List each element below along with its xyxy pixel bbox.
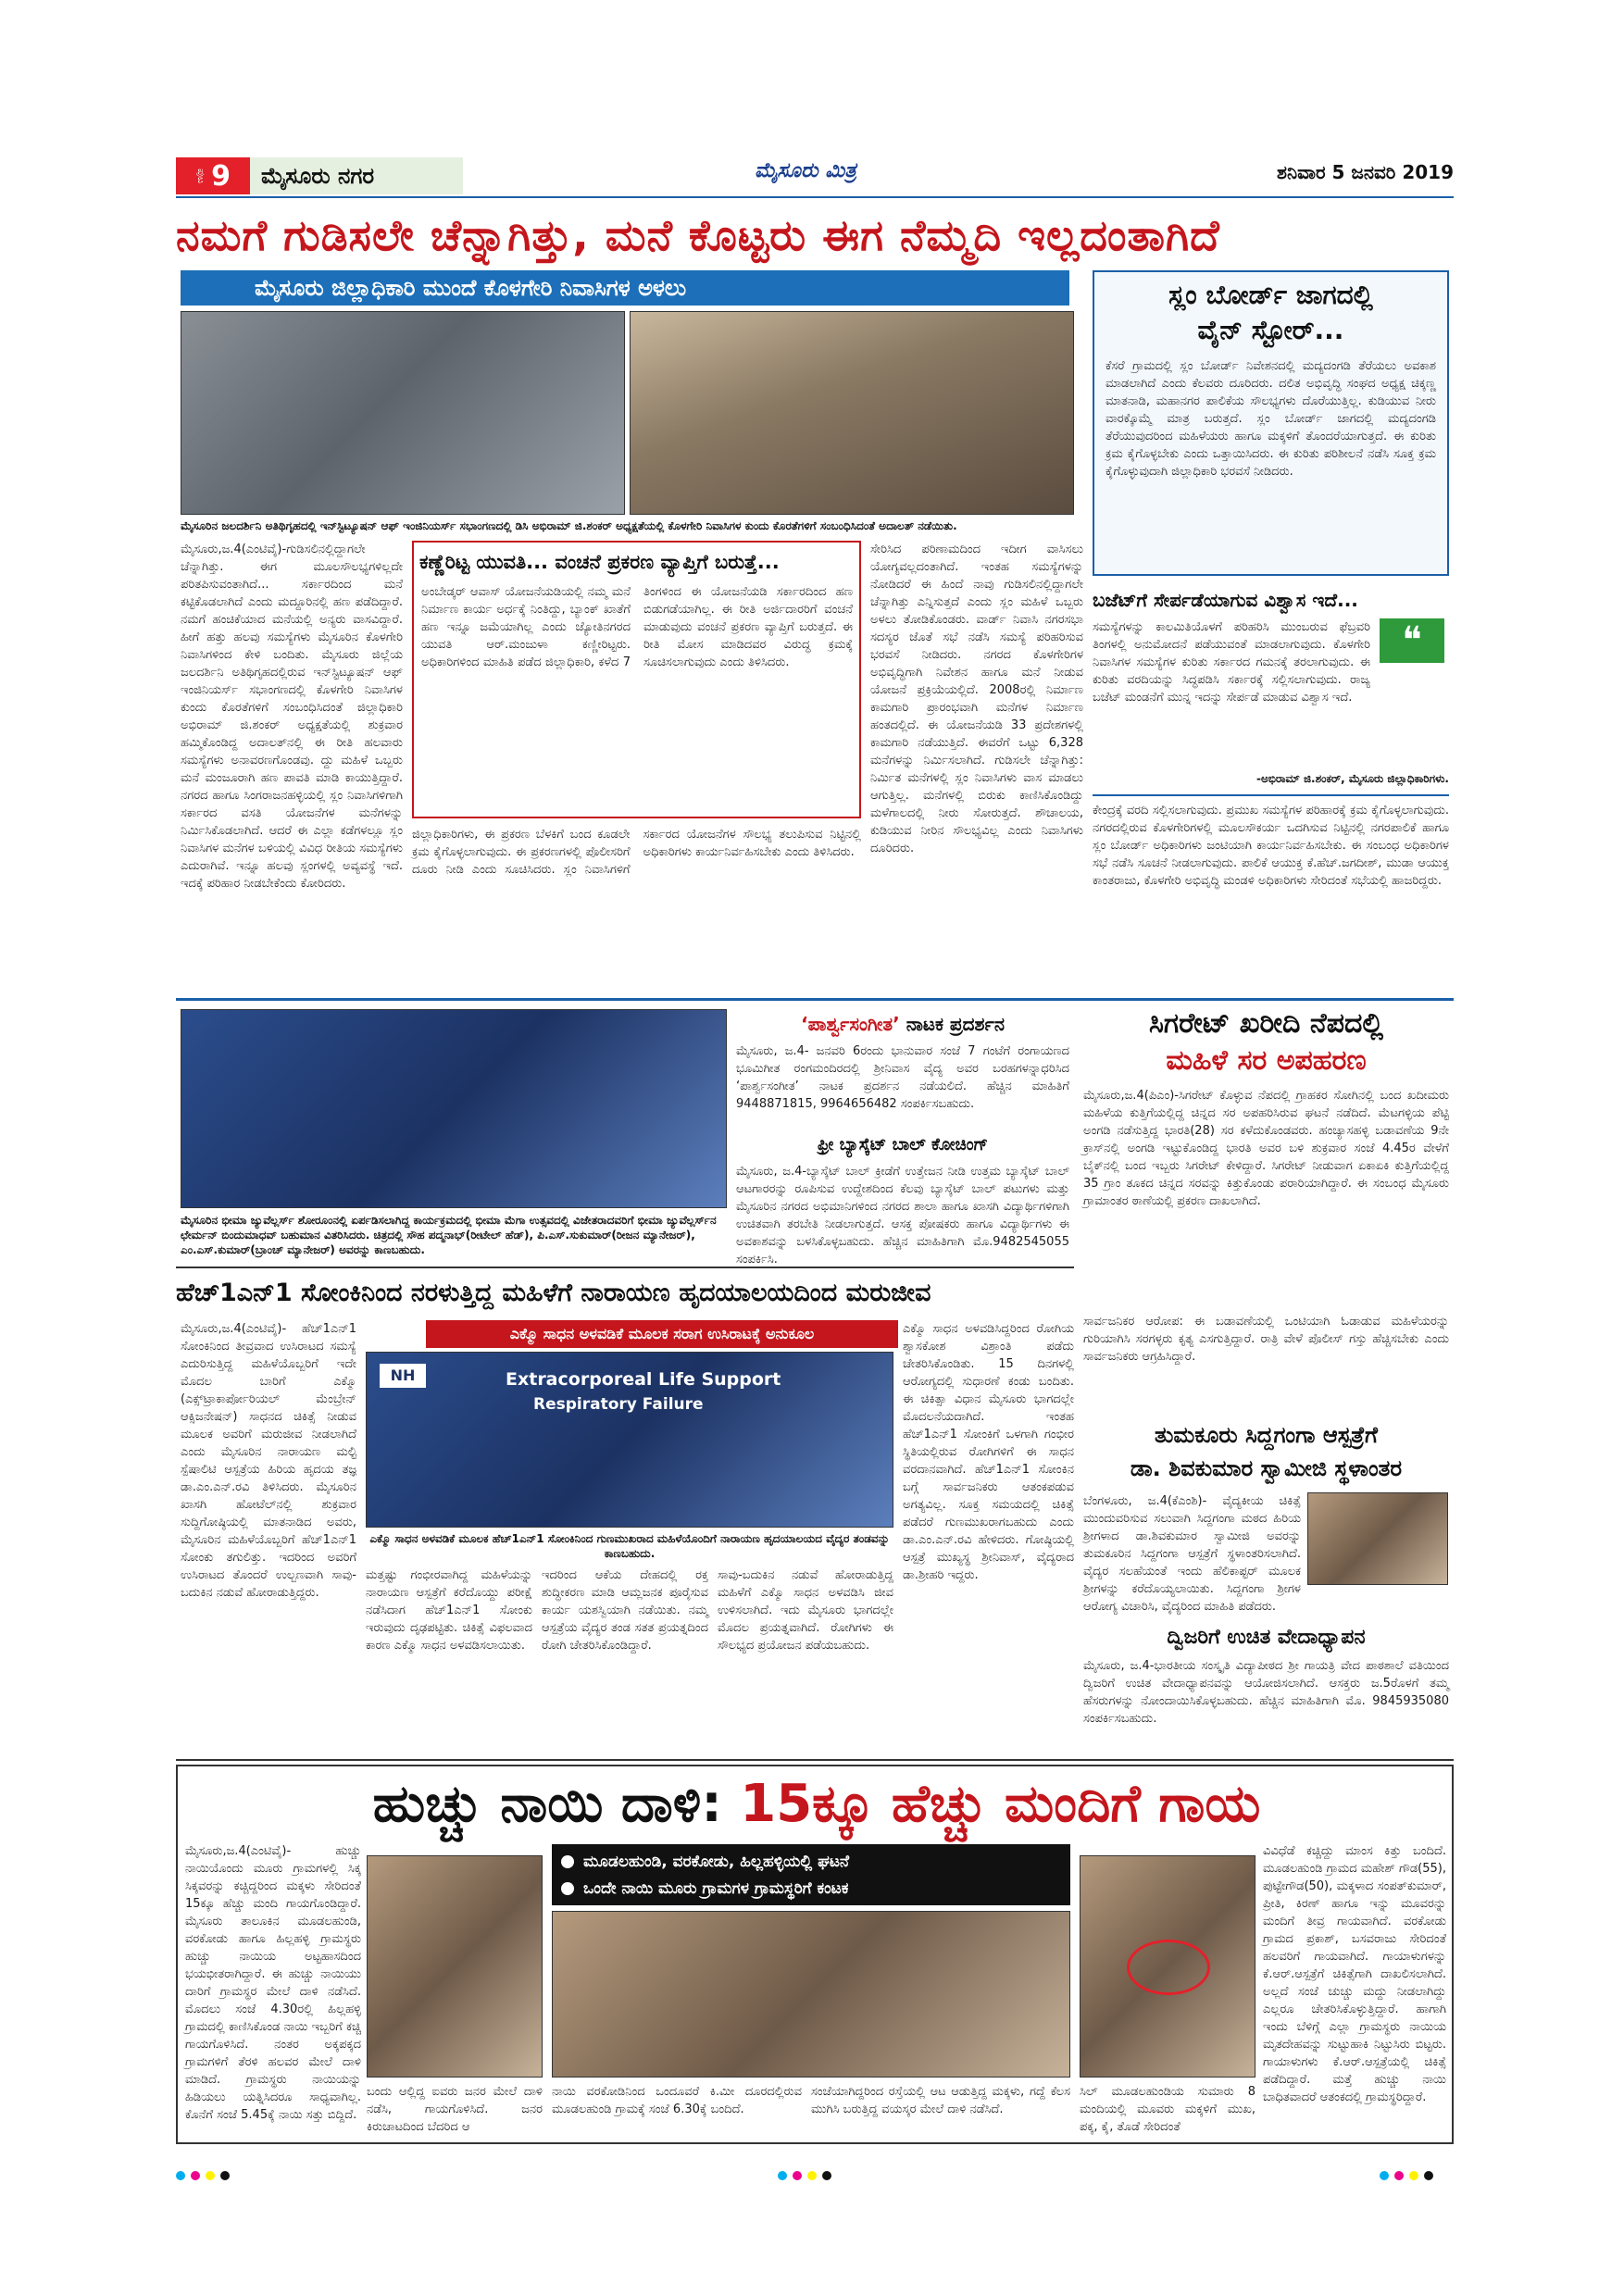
h1n1-headline: ಹೆಚ್1ಎನ್1 ಸೋಂಕಿನಿಂದ ನರಳುತ್ತಿದ್ದ ಮಹಿಳೆಗೆ ನಾರಾಯಣ ಹೃದಯಾಲಯದಿಂದ ಮರುಜೀವ [176,1279,931,1307]
h1n1-column-3: ಇದರಿಂದ ಆಕೆಯ ದೇಹದಲ್ಲಿ ರಕ್ತ ಶುದ್ಧೀಕರಣ ಮಾಡಿ ಆಮ್ಲಜನಕ ಪೂರೈಸುವ ಕಾರ್ಯ ಯಶಸ್ವಿಯಾಗಿ ನಡೆಯಿತು. ನಮ್ಮ ಆಸ್ಪತ್ರೆಯ ವೈದ್ಯರ ತಂಡ ಸತತ ಪ್ರಯತ್ನದಿಂದ ರೋಗಿ ಚೇತರಿಸಿಕೊಂಡಿದ್ದಾರೆ. [542,1568,708,1653]
bhima-caption: ಮೈಸೂರಿನ ಭೀಮಾ ಜ್ಯುವೆಲ್ಲರ್ಸ್ ಶೋರೂಂನಲ್ಲಿ ಏರ್ಪಡಿಸಲಾಗಿದ್ದ ಕಾರ್ಯಕ್ರಮದಲ್ಲಿ ಭೀಮಾ ಮೆಗಾ ಉತ್ಸವದಲ್ಲಿ ವಿಜೇತರಾದವರಿಗೆ ಭೀಮಾ ಜ್ಯುವೆಲ್ಲರ್ಸ್‌ನ ಛೇರ್ಮನ್ ಬಿಂದುಮಾಧವ್ ಬಹುಮಾನ ವಿತರಿಸಿದರು. ಚಿತ್ರದಲ್ಲಿ ಸೌಹ ಪದ್ಮನಾಭ್(ರೀಟೇಲ್ ಹೆಡ್), ಪಿ.ಎಸ್.ಸುಕುಮಾರ್(ರೀಜನ ಮ್ಯಾನೇಜರ್), ಎಂ.ಎಸ್.ಕುಮಾರ್(ಬ್ರಾಂಚ್ ಮ್ಯಾನೇಜರ್) ಅವರನ್ನು ಕಾಣಬಹುದು. [181,1214,717,1256]
budget-quote-mark: ❝ [1380,618,1444,663]
dwija-headline: ದ್ವಿಜರಿಗೆ ಉಚಿತ ವೇದಾಧ್ಯಾಪನ [1167,1626,1366,1649]
registration-marks-center [778,2166,870,2179]
cigarette-body-2: ಸಾರ್ವಜನಿಕರ ಆರೋಪ: ಈ ಬಡಾವಣೆಯಲ್ಲಿ ಒಂಟಿಯಾಗಿ ಓಡಾಡುವ ಮಹಿಳೆಯರನ್ನು ಗುರಿಯಾಗಿಸಿ ಸರಗಳ್ಳರು ಕೃತ್ಯ ಎಸಗುತ್ತಿದ್ದಾರೆ. ರಾತ್ರಿ ವೇಳೆ ಪೊಲೀಸ್ ಗಸ್ತು ಹೆಚ್ಚಿಸಬೇಕು ಎಂದು ಸಾರ್ವಜನಿಕರು ಆಗ್ರಹಿಸಿದ್ದಾರೆ. [1083,1315,1449,1364]
registration-marks-right [1380,2166,1472,2179]
yellow-dot-icon [807,2171,817,2180]
h1n1-column-2: ಮತ್ತಷ್ಟು ಗಂಭೀರವಾಗಿದ್ದ ಮಹಿಳೆಯನ್ನು ನಾರಾಯಣ ಆಸ್ಪತ್ರೆಗೆ ಕರೆದೊಯ್ದು ಪರೀಕ್ಷೆ ನಡೆಸಿದಾಗ ಹೆಚ್1ಎನ್1 ಸೋಂಕು ಇರುವುದು ದೃಢಪಟ್ಟಿತು. ಚಿಕಿತ್ಸೆ ವಿಫಲವಾದ ಕಾರಣ ಎಕ್ಮೊ ಸಾಧನ ಅಳವಡಿಸಲಾಯಿತು. [366,1568,532,1653]
dog-strip-3: ಸಂಜೆಯಾಗಿದ್ದರಿಂದ ರಸ್ತೆಯಲ್ಲಿ ಆಟ ಆಡುತ್ತಿದ್ದ ಮಕ್ಕಳು, ಗದ್ದೆ ಕೆಲಸ ಮುಗಿಸಿ ಬರುತ್ತಿದ್ದ ವಯಸ್ಕರ ಮೇಲೆ ದಾಳಿ ನಡೆಸಿದೆ. [811,2085,1070,2116]
ecmo-banner-line-1: Extracorporeal Life Support [506,1369,781,1390]
cyan-dot-icon [176,2171,185,2180]
deception-continued: ಜಿಲ್ಲಾಧಿಕಾರಿಗಳು, ಈ ಪ್ರಕರಣ ಬೆಳಕಿಗೆ ಬಂದ ಕೂಡಲೇ ಕ್ರಮ ಕೈಗೊಳ್ಳಲಾಗುವುದು. ಈ ಪ್ರಕರಣಗಳಲ್ಲಿ ಪೊಲೀಸರಿಗೆ ದೂರು ನೀಡಿ ಎಂದು ಸೂಚಿಸಿದರು. ಸ್ಲಂ ನಿವಾಸಿಗಳಿಗೆ ಸರ್ಕಾರದ ಯೋಜನೆಗಳ ಸೌಲಭ್ಯ ತಲುಪಿಸುವ ನಿಟ್ಟಿನಲ್ಲಿ ಅಧಿಕಾರಿಗಳು ಕಾರ್ಯನಿರ್ವಹಿಸಬೇಕು ಎಂದು ತಿಳಿಸಿದರು. [412,828,861,877]
lead-headline: ನಮಗೆ ಗುಡಿಸಲೇ ಚೆನ್ನಾಗಿತ್ತು, ಮನೆ ಕೊಟ್ಟರು ಈಗ ನೆಮ್ಮದಿ ಇಲ್ಲದಂತಾಗಿದೆ [176,210,1220,260]
dog-headline-red: 15ಕ್ಕೂ ಹೆಚ್ಚು ಮಂದಿಗೆ ಗಾಯ [740,1774,1261,1834]
dog-bullet-2-text: ಒಂದೇ ನಾಯಿ ಮೂರು ಗ್ರಾಮಗಳ ಗ್ರಾಮಸ್ಥರಿಗೆ ಕಂಟಕ [583,1878,849,1898]
wound-circle-marker [1127,1940,1210,1995]
slum-board-headline-2: ವೈನ್ ಸ್ಟೋರ್... [1197,315,1344,345]
budget-headline: ಬಜೆಟ್‌ಗೆ ಸೇರ್ಪಡೆಯಾಗುವ ವಿಶ್ವಾಸ ಇದೆ... [1093,589,1358,611]
parshva-body: ಮೈಸೂರು, ಜ.4- ಜನವರಿ 6ರಂದು ಭಾನುವಾರ ಸಂಜೆ 7 ಗಂಟೆಗೆ ರಂಗಾಯಣದ ಭೂಮಿಗೀತ ರಂಗಮಂದಿರದಲ್ಲಿ ಶ್ರೀನಿವಾಸ ವೈದ್ಯ ಅವರ ಬರಹಗಳನ್ನಾಧರಿಸಿದ ‘ಪಾರ್ಶ್ವಸಂಗೀತ’ ನಾಟಕ ಪ್ರದರ್ಶನ ನಡೆಯಲಿದೆ. ಹೆಚ್ಚಿನ ಮಾಹಿತಿಗೆ 9448871815, 9964656482 ಸಂಪರ್ಕಿಸಬಹುದು. [736,1044,1069,1111]
budget-rule [1093,794,1449,796]
slum-board-box [1093,270,1449,576]
basketball-headline: ಫ್ರೀ ಬ್ಯಾಸ್ಕೆಟ್ ಬಾಲ್ ಕೋಚಿಂಗ್ [817,1135,989,1154]
dog-bullet-1-text: ಮೂಡಲಹುಂಡಿ, ವರಕೋಡು, ಹಿಲ್ಲಹಳ್ಳಿಯಲ್ಲಿ ಘಟನೆ [583,1852,850,1871]
slum-residents-photo [630,311,1074,515]
deception-sidebar [412,541,861,818]
lead-photo-caption: ಮೈಸೂರಿನ ಜಲದರ್ಶಿನಿ ಅತಿಥಿಗೃಹದಲ್ಲಿ ಇನ್‌ಸ್ಟಿಟ್ಯೂಷನ್ ಆಫ್ ಇಂಜಿನಿಯರ್ಸ್ ಸಭಾಂಗಣದಲ್ಲಿ ಡಿಸಿ ಅಭಿರಾಮ್ ಜಿ.ಶಂಕರ್ ಅಧ್ಯಕ್ಷತೆಯಲ್ಲಿ ಕೊಳಗೇರಿ ನಿವಾಸಿಗಳ ಕುಂದು ಕೊರತೆಗಳಿಗೆ ಸಂಬಂಧಿಸಿದಂತೆ ಅದಾಲತ್ ನಡೆಯಿತು. [181,519,957,532]
lead-column-1: ಮೈಸೂರು,ಜ.4(ಎಂಟಿವೈ)-ಗುಡಿಸಲಿನಲ್ಲಿದ್ದಾಗಲೇ ಚೆನ್ನಾಗಿತ್ತು. ಈಗ ಮೂಲಸೌಲಭ್ಯಗಳಿಲ್ಲದೇ ಪರಿತಪಿಸುವಂತಾಗಿದೆ... ಸರ್ಕಾರದಿಂದ ಮನೆ ಕಟ್ಟಿಕೊಡಲಾಗಿದೆ ಎಂದು ಮದ್ದೂರಿನಲ್ಲಿ ಹಣ ಪಡೆದಿದ್ದಾರೆ. ನಮಗೆ ಹಂಚಿಕೆಯಾದ ಮನೆಯಲ್ಲಿ ಅನ್ಯರು ವಾಸವಿದ್ದಾರೆ. ಹೀಗೆ ಹತ್ತು ಹಲವು ಸಮಸ್ಯೆಗಳು ಮೈಸೂರಿನ ಕೊಳಗೇರಿ ನಿವಾಸಿಗಳಿಂದ ಕೇಳಿ ಬಂದಿತು. ಮೈಸೂರು ಜಿಲ್ಲೆಯ ಜಲದರ್ಶಿನಿ ಅತಿಥಿಗೃಹದಲ್ಲಿರುವ ಇನ್‌ಸ್ಟಿಟ್ಯೂಷನ್ ಆಫ್ ಇಂಜಿನಿಯರ್ಸ್ ಸಭಾಂಗಣದಲ್ಲಿ ಕೊಳಗೇರಿ ನಿವಾಸಿಗಳ ಕುಂದು ಕೊರತೆಗಳಿಗೆ ಸಂಬಂಧಿಸಿದಂತೆ ಜಿಲ್ಲಾಧಿಕಾರಿ ಅಭಿರಾಮ್ ಜಿ.ಶಂಕರ್ ಅಧ್ಯಕ್ಷತೆಯಲ್ಲಿ ಶುಕ್ರವಾರ ಹಮ್ಮಿಕೊಂಡಿದ್ದ ಅದಾಲತ್‌ನಲ್ಲಿ ಈ ರೀತಿ ಹಲವಾರು ಸಮಸ್ಯೆಗಳು ಅನಾವರಣಗೊಂಡವು. ದ್ದು ಮಹಿಳೆ ಒಬ್ಬರು ಮನೆ ಮಂಜೂರಾಗಿ ಹಣ ಪಾವತಿ ಮಾಡಿ ಕಾಯುತ್ತಿದ್ದಾರೆ. ನಗರದ ಹಾಗೂ ಸಿಂಗರಾಜನಹಳ್ಳಿಯಲ್ಲಿ ಸ್ಲಂ ನಿವಾಸಿಗಳಿಗಾಗಿ ಸರ್ಕಾರದ ವಸತಿ ಯೋಜನೆಗಳ ಮನೆಗಳನ್ನು ನಿರ್ಮಿಸಿಕೊಡಲಾಗಿದೆ. ಆದರೆ ಈ ಎಲ್ಲಾ ಕಡೆಗಳಲ್ಲೂ ಸ್ಲಂ ನಿವಾಸಿಗಳ ಮನೆಗಳ ಬಳಿಯಲ್ಲಿ ವಿವಿಧ ರೀತಿಯ ಸಮಸ್ಯೆಗಳು ಎದುರಾಗಿವೆ. ಇನ್ನೂ ಹಲವು ಸ್ಲಂಗಳಲ್ಲಿ ಅವ್ಯವಸ್ಥೆ ಇದೆ. ಇದಕ್ಕೆ ಪರಿಹಾರ ನೀಡಬೇಕೆಂದು ಕೋರಿದರು. [181,543,403,891]
cigarette-body: ಮೈಸೂರು,ಜ.4(ಪಿಎಂ)-ಸಿಗರೇಟ್ ಕೊಳ್ಳುವ ನೆಪದಲ್ಲಿ ಗ್ರಾಹಕರ ಸೋಗಿನಲ್ಲಿ ಬಂದ ಖದೀಮರು ಮಹಿಳೆಯ ಕುತ್ತಿಗೆಯಲ್ಲಿದ್ದ ಚಿನ್ನದ ಸರ ಅಪಹರಿಸಿರುವ ಘಟನೆ ನಡೆದಿದೆ. ಮೆಟಗಳ್ಳಿಯ ಪೆಟ್ಟಿ ಅಂಗಡಿ ನಡೆಸುತ್ತಿದ್ದ ಭಾರತಿ(28) ಸರ ಕಳೆದುಕೊಂಡವರು. ಹಂಚ್ಯಾಸಹಳ್ಳಿ ಬಡಾವಣೆಯ 9ನೇ ಕ್ರಾಸ್‌ನಲ್ಲಿ ಅಂಗಡಿ ಇಟ್ಟುಕೊಂಡಿದ್ದ ಭಾರತಿ ಅವರ ಬಳಿ ಶುಕ್ರವಾರ ಸಂಜೆ 4.45ರ ವೇಳೆಗೆ ಬೈಕ್‌ನಲ್ಲಿ ಬಂದ ಇಬ್ಬರು ಸಿಗರೇಟ್ ಕೇಳಿದ್ದಾರೆ. ಸಿಗರೇಟ್ ನೀಡುವಾಗ ಏಕಾಏಕಿ ಕುತ್ತಿಗೆಯಲ್ಲಿದ್ದ 35 ಗ್ರಾಂ ತೂಕದ ಚಿನ್ನದ ಸರವನ್ನು ಕಿತ್ತುಕೊಂಡು ಪರಾರಿಯಾಗಿದ್ದಾರೆ. ಈ ಸಂಬಂಧ ಮೈಸೂರು ಗ್ರಾಮಾಂತರ ಠಾಣೆಯಲ್ಲಿ ಪ್ರಕರಣ ದಾಖಲಾಗಿದೆ. [1083,1089,1449,1208]
ecmo-banner-line-2: Respiratory Failure [533,1395,704,1414]
bullet-dot-icon [561,1855,574,1868]
slum-board-body: ಕೆಸರೆ ಗ್ರಾಮದಲ್ಲಿ ಸ್ಲಂ ಬೋರ್ಡ್ ನಿವೇಶನದಲ್ಲಿ ಮದ್ಯದಂಗಡಿ ತೆರೆಯಲು ಅವಕಾಶ ಮಾಡಲಾಗಿದೆ ಎಂದು ಕೆಲವರು ದೂರಿದರು. ದಲಿತ ಅಭಿವೃದ್ಧಿ ಸಂಘದ ಅಧ್ಯಕ್ಷ ಚಿಕ್ಕಣ್ಣ ಮಾತನಾಡಿ, ಮಹಾನಗರ ಪಾಲಿಕೆಯ ಸೌಲಭ್ಯಗಳು ದೊರೆಯುತ್ತಿಲ್ಲ. ಕುಡಿಯುವ ನೀರು ವಾರಕ್ಕೊಮ್ಮೆ ಮಾತ್ರ ಬರುತ್ತದೆ. ಸ್ಲಂ ಬೋರ್ಡ್ ಜಾಗದಲ್ಲಿ ಮದ್ಯದಂಗಡಿ ತೆರೆಯುವುದರಿಂದ ಮಹಿಳೆಯರು ಹಾಗೂ ಮಕ್ಕಳಿಗೆ ತೊಂದರೆಯಾಗುತ್ತದೆ. ಈ ಕುರಿತು ಕ್ರಮ ಕೈಗೊಳ್ಳಬೇಕು ಎಂದು ಒತ್ತಾಯಿಸಿದರು. ಈ ಕುರಿತು ಪರಿಶೀಲನೆ ನಡೆಸಿ ಸೂಕ್ತ ಕ್ರಮ ಕೈಗೊಳ್ಳುವುದಾಗಿ ಜಿಲ್ಲಾಧಿಕಾರಿ ಭರವಸೆ ನೀಡಿದರು. [1106,359,1436,479]
parshva-headline [736,1009,1069,1039]
dog-headline-black: ಹುಚ್ಚು ನಾಯಿ ದಾಳಿ: [372,1774,722,1834]
section-divider-1 [176,998,1454,1001]
black-dot-icon [1424,2171,1433,2180]
dog-bullet-1 [561,1848,1061,1875]
narayana-press-photo [366,1352,893,1528]
dog-strip-4: ಸಿಲ್ ಮೂಡಲಹುಂಡಿಯ ಸುಮಾರು 8 ಮಂದಿಯಲ್ಲಿ ಮೂವರು ಮಕ್ಕಳಿಗೆ ಮುಖ, ಪಕ್ಕ, ಕೈ, ತೊಡೆ ಸೇರಿದಂತೆ [1080,2085,1255,2134]
injured-child-photo [367,1855,543,2078]
dog-column-1: ಮೈಸೂರು,ಜ.4(ಎಂಟಿವೈ)- ಹುಚ್ಚು ನಾಯಿಯೊಂದು ಮೂರು ಗ್ರಾಮಗಳಲ್ಲಿ ಸಿಕ್ಕ ಸಿಕ್ಕವರನ್ನು ಕಚ್ಚಿದ್ದರಿಂದ ಮಕ್ಕಳು ಸೇರಿದಂತೆ 15ಕ್ಕೂ ಹೆಚ್ಚು ಮಂದಿ ಗಾಯಗೊಂಡಿದ್ದಾರೆ. ಮೈಸೂರು ತಾಲೂಕಿನ ಮೂಡಲಹುಂಡಿ, ವರಕೋಡು ಹಾಗೂ ಹಿಲ್ಲಹಳ್ಳಿ ಗ್ರಾಮಸ್ಥರು ಹುಚ್ಚು ನಾಯಿಯ ಅಟ್ಟಹಾಸದಿಂದ ಭಯಭೀತರಾಗಿದ್ದಾರೆ. ಈ ಹುಚ್ಚು ನಾಯಿಯು ದಾರಿಗೆ ಗ್ರಾಮಸ್ಥರ ಮೇಲೆ ದಾಳಿ ನಡೆಸಿದೆ. ಮೊದಲು ಸಂಜೆ 4.30ರಲ್ಲಿ ಹಿಲ್ಲಹಳ್ಳಿ ಗ್ರಾಮದಲ್ಲಿ ಕಾಣಿಸಿಕೊಂಡ ನಾಯಿ ಇಬ್ಬರಿಗೆ ಕಚ್ಚಿ ಗಾಯಗೊಳಿಸಿದೆ. ನಂತರ ಅಕ್ಕಪಕ್ಕದ ಗ್ರಾಮಗಳಿಗೆ ತೆರಳಿ ಹಲವರ ಮೇಲೆ ದಾಳಿ ಮಾಡಿದೆ. ಗ್ರಾಮಸ್ಥರು ನಾಯಿಯನ್ನು ಹಿಡಿಯಲು ಯತ್ನಿಸಿದರೂ ಸಾಧ್ಯವಾಗಿಲ್ಲ. ಕೊನೆಗೆ ಸಂಜೆ 5.45ಕ್ಕೆ ನಾಯಿ ಸತ್ತು ಬಿದ್ದಿದೆ. [185,1844,361,2122]
dog-attack-box [176,1765,1454,2144]
magenta-dot-icon [1394,2171,1404,2180]
tumkur-headline-2: ಡಾ. ಶಿವಕುಮಾರ ಸ್ವಾಮೀಜಿ ಸ್ಥಳಾಂತರ [1130,1455,1403,1481]
page-number: 9 [211,159,231,193]
bhima-jewellers-photo [181,1009,727,1208]
h1n1-banner: ಎಕ್ಮೊ ಸಾಧನ ಅಳವಡಿಕೆ ಮೂಲಕ ಸರಾಗ ಉಸಿರಾಟಕ್ಕೆ ಅನುಕೂಲ [426,1320,898,1348]
section-divider-2 [176,1267,1074,1268]
cyan-dot-icon [1380,2171,1389,2180]
narayana-photo-caption: ಎಕ್ಮೊ ಸಾಧನ ಅಳವಡಿಕೆ ಮೂಲಕ ಹೆಚ್1ಎನ್1 ಸೋಂಕಿನಿಂದ ಗುಣಮುಖರಾದ ಮಹಿಳೆಯೊಂದಿಗೆ ನಾರಾಯಣ ಹೃದಯಾಲಯದ ವೈದ್ಯರ ತಂಡವನ್ನು ಕಾಣಬಹುದು. [369,1532,890,1560]
basketball-body: ಮೈಸೂರು, ಜ.4-ಬ್ಯಾಸ್ಕೆಟ್ ಬಾಲ್ ಕ್ರೀಡೆಗೆ ಉತ್ತೇಜನ ನೀಡಿ ಉತ್ತಮ ಬ್ಯಾಸ್ಕೆಟ್ ಬಾಲ್ ಆಟಗಾರರನ್ನು ರೂಪಿಸುವ ಉದ್ದೇಶದಿಂದ ಕೆಲವು ಬ್ಯಾಸ್ಕೆಟ್ ಬಾಲ್ ಪಟುಗಳು ಮತ್ತು ಮೈಸೂರಿನ ನಗರದ ಅಭಿಮಾನಿಗಳಿಂದ ನಗರದ ಶಾಲಾ ಹಾಗೂ ಖಾಸಗಿ ವಿದ್ಯಾರ್ಥಿಗಳಿಗಾಗಿ ಉಚಿತವಾಗಿ ತರಬೇತಿ ನೀಡಲಾಗುತ್ತದೆ. ಆಸಕ್ತ ಪೋಷಕರು ಹಾಗೂ ವಿದ್ಯಾರ್ಥಿಗಳು ಈ ಅವಕಾಶವನ್ನು ಬಳಸಿಕೊಳ್ಳಬಹುದು. ಹೆಚ್ಚಿನ ಮಾಹಿತಿಗಾಗಿ ಮೊ.9482545055 ಸಂಪರ್ಕಿಸಿ. [736,1165,1069,1267]
masthead [176,157,1454,194]
bullet-dot-icon [561,1882,574,1895]
header-rule [176,196,1454,198]
injury-wound-photo [1080,1855,1255,2078]
lead-subhead: ಮೈಸೂರು ಜಿಲ್ಲಾಧಿಕಾರಿ ಮುಂದೆ ಕೊಳಗೇರಿ ನಿವಾಸಿಗಳ ಅಳಲು [181,270,1069,306]
slum-board-headline-1: ಸ್ಲಂ ಬೋರ್ಡ್ ಜಾಗದಲ್ಲಿ [1168,280,1373,310]
dog-attack-headline [187,1770,1446,1839]
budget-body: ಸಮಸ್ಯೆಗಳನ್ನು ಕಾಲಮಿತಿಯೊಳಗೆ ಪರಿಹರಿಸಿ ಮುಂಬರುವ ಫೆಬ್ರವರಿ ತಿಂಗಳಲ್ಲಿ ಅನುಮೋದನೆ ಪಡೆಯುವಂತೆ ಮಾಡಲಾಗುವುದು. ಕೊಳಗೇರಿ ನಿವಾಸಿಗಳ ಸಮಸ್ಯೆಗಳ ಕುರಿತು ಸರ್ಕಾರದ ಗಮನಕ್ಕೆ ತರಲಾಗುವುದು. ಈ ಕುರಿತು ವರದಿಯನ್ನು ಸಿದ್ಧಪಡಿಸಿ ಸರ್ಕಾರಕ್ಕೆ ಸಲ್ಲಿಸಲಾಗುವುದು. ರಾಜ್ಯ ಬಜೆಟ್ ಮಂಡನೆಗೆ ಮುನ್ನ ಇದನ್ನು ಸೇರ್ಪಡೆ ಮಾಡುವ ವಿಶ್ವಾಸ ಇದೆ. [1093,620,1370,705]
lead-column-4: ಕೇಂದ್ರಕ್ಕೆ ವರದಿ ಸಲ್ಲಿಸಲಾಗುವುದು. ಪ್ರಮುಖ ಸಮಸ್ಯೆಗಳ ಪರಿಹಾರಕ್ಕೆ ಕ್ರಮ ಕೈಗೊಳ್ಳಲಾಗುವುದು. ನಗರದಲ್ಲಿರುವ ಕೊಳಗೇರಿಗಳಲ್ಲಿ ಮೂಲಸೌಕರ್ಯ ಒದಗಿಸುವ ನಿಟ್ಟಿನಲ್ಲಿ ನಗರಪಾಲಿಕೆ ಹಾಗೂ ಸ್ಲಂ ಬೋರ್ಡ್ ಅಧಿಕಾರಿಗಳು ಜಂಟಿಯಾಗಿ ಕಾರ್ಯನಿರ್ವಹಿಸಬೇಕು. ಈ ಸಂಬಂಧ ಅಧಿಕಾರಿಗಳ ಸಭೆ ನಡೆಸಿ ಸೂಚನೆ ನೀಡಲಾಗುವುದು. ಪಾಲಿಕೆ ಆಯುಕ್ತ ಕೆ.ಹೆಚ್.ಜಗದೀಶ್, ಮುಡಾ ಆಯುಕ್ತ ಕಾಂತರಾಜು, ಕೊಳಗೇರಿ ಅಭಿವೃದ್ಧಿ ಮಂಡಳಿ ಅಧಿಕಾರಿಗಳು ಸೇರಿದಂತೆ ಸಭೆಯಲ್ಲಿ ಹಾಜರಿದ್ದರು. [1093,804,1449,888]
yellow-dot-icon [206,2171,215,2180]
page-label: ಪುಟ [195,168,208,184]
dog-strip-2: ನಾಯಿ ವರಕೋಡಿನಿಂದ ಒಂದೂವರೆ ಕಿ.ಮೀ ದೂರದಲ್ಲಿರುವ ಮೂಡಲಹುಂಡಿ ಗ್ರಾಮಕ್ಕೆ ಸಂಜೆ 6.30ಕ್ಕೆ ಬಂದಿದೆ. [552,2085,802,2116]
villagers-photo [552,1911,1070,2078]
tumkur-body: ಬೆಂಗಳೂರು, ಜ.4(ಕೆಎಂಶಿ)- ವೈದ್ಯಕೀಯ ಚಿಕಿತ್ಸೆ ಮುಂದುವರಿಸುವ ಸಲುವಾಗಿ ಸಿದ್ದಗಂಗಾ ಮಠದ ಹಿರಿಯ ಶ್ರೀಗಳಾದ ಡಾ.ಶಿವಕುಮಾರ ಸ್ವಾಮೀಜಿ ಅವರನ್ನು ತುಮಕೂರಿನ ಸಿದ್ದಗಂಗಾ ಆಸ್ಪತ್ರೆಗೆ ಸ್ಥಳಾಂತರಿಸಲಾಗಿದೆ. ವೈದ್ಯರ ಸಲಹೆಯಂತೆ ಇಂದು ಹೆಲಿಕಾಪ್ಟರ್ ಮೂಲಕ ಶ್ರೀಗಳನ್ನು ಕರೆದೊಯ್ಯಲಾಯಿತು. ಸಿದ್ದಗಂಗಾ ಶ್ರೀಗಳ ಆರೋಗ್ಯ ವಿಚಾರಿಸಿ, ವೈದ್ಯರಿಂದ ಮಾಹಿತಿ ಪಡೆದರು. [1083,1494,1301,1614]
dwija-body: ಮೈಸೂರು, ಜ.4-ಭಾರತೀಯ ಸಂಸ್ಕೃತಿ ವಿದ್ಯಾಪೀಠದ ಶ್ರೀ ಗಾಯತ್ರಿ ವೇದ ಪಾಠಶಾಲೆ ವತಿಯಿಂದ ದ್ವಿಜರಿಗೆ ಉಚಿತ ವೇದಾಧ್ಯಾಪನವನ್ನು ಆಯೋಜಿಸಲಾಗಿದೆ. ಆಸಕ್ತರು ಜ.5ರೊಳಗೆ ತಮ್ಮ ಹೆಸರುಗಳನ್ನು ನೋಂದಾಯಿಸಿಕೊಳ್ಳಬಹುದು. ಹೆಚ್ಚಿನ ಮಾಹಿತಿಗಾಗಿ ಮೊ. 9845935080 ಸಂಪರ್ಕಿಸಬಹುದು. [1083,1659,1449,1726]
black-dot-icon [220,2171,230,2180]
lead-column-3: ಸೇರಿಸಿದ ಪರಿಣಾಮದಿಂದ ಇದೀಗ ವಾಸಿಸಲು ಯೋಗ್ಯವಲ್ಲದಂತಾಗಿದೆ. ಇಂತಹ ಸಮಸ್ಯೆಗಳನ್ನು ನೋಡಿದರೆ ಈ ಹಿಂದೆ ನಾವು ಗುಡಿಸಲಿನಲ್ಲಿದ್ದಾಗಲೇ ಚೆನ್ನಾಗಿತ್ತು ಎನ್ನಿಸುತ್ತದೆ ಎಂದು ಸ್ಲಂ ಮಹಿಳೆ ಒಬ್ಬರು ಅಳಲು ತೋಡಿಕೊಂಡರು. ವಾರ್ಡ್ ನಿವಾಸಿ ನಗರಸಭಾ ಸದಸ್ಯರ ಜೊತೆ ಸಭೆ ನಡೆಸಿ ಸಮಸ್ಯೆ ಪರಿಹರಿಸುವ ಭರವಸೆ ನೀಡಿದರು. ನಗರದ ಕೊಳಗೇರಿಗಳ ಅಭಿವೃದ್ಧಿಗಾಗಿ ನಿವೇಶನ ಹಾಗೂ ಮನೆ ನೀಡುವ ಯೋಜನೆ ಪ್ರಕ್ರಿಯೆಯಲ್ಲಿದೆ. 2008ರಲ್ಲಿ ನಿರ್ಮಾಣ ಕಾಮಗಾರಿ ಪ್ರಾರಂಭವಾಗಿ ಮನೆಗಳ ನಿರ್ಮಾಣ ಹಂತದಲ್ಲಿದೆ. ಈ ಯೋಜನೆಯಡಿ 33 ಪ್ರದೇಶಗಳಲ್ಲಿ ಕಾಮಗಾರಿ ನಡೆಯುತ್ತಿದೆ. ಈವರೆಗೆ ಒಟ್ಟು 6,328 ಮನೆಗಳನ್ನು ನಿರ್ಮಿಸಲಾಗಿದೆ. ಗುಡಿಸಲೇ ಚೆನ್ನಾಗಿತ್ತು: ನಿರ್ಮಿತ ಮನೆಗಳಲ್ಲಿ ಸ್ಲಂ ನಿವಾಸಿಗಳು ವಾಸ ಮಾಡಲು ಆಗುತ್ತಿಲ್ಲ. ಮನೆಗಳಲ್ಲಿ ಬಿರುಕು ಕಾಣಿಸಿಕೊಂಡಿದ್ದು ಮಳೆಗಾಲದಲ್ಲಿ ನೀರು ಸೋರುತ್ತದೆ. ಶೌಚಾಲಯ, ಕುಡಿಯುವ ನೀರಿನ ಸೌಲಭ್ಯವಿಲ್ಲ ಎಂದು ನಿವಾಸಿಗಳು ದೂರಿದರು. [870,543,1083,855]
cigarette-headline-1: ಸಿಗರೇಟ್ ಖರೀದಿ ನೆಪದಲ್ಲಿ [1149,1007,1383,1040]
dog-bullets [552,1844,1070,1905]
page-number-badge [176,157,250,194]
section-name: ಮೈಸೂರು ನಗರ [250,157,463,194]
swamiji-photo [1307,1492,1448,1585]
h1n1-column-4: ಸಾವು-ಬದುಕಿನ ನಡುವೆ ಹೋರಾಡುತ್ತಿದ್ದ ಮಹಿಳೆಗೆ ಎಕ್ಮೊ ಸಾಧನ ಅಳವಡಿಸಿ ಜೀವ ಉಳಿಸಲಾಗಿದೆ. ಇದು ಮೈಸೂರು ಭಾಗದಲ್ಲೇ ಮೊದಲ ಪ್ರಯತ್ನವಾಗಿದೆ. ರೋಗಿಗಳು ಈ ಸೌಲಭ್ಯದ ಪ್ರಯೋಜನ ಪಡೆಯಬಹುದು. [718,1568,893,1653]
dc-meeting-photo [181,311,625,515]
parshva-title: ‘ಪಾರ್ಶ್ವಸಂಗೀತ’ [801,1013,900,1035]
deception-body: ಅಂಬೇಡ್ಕರ್ ಆವಾಸ್ ಯೋಜನೆಯಡಿಯಲ್ಲಿ ನಮ್ಮ ಮನೆ ನಿರ್ಮಾಣ ಕಾರ್ಯ ಅರ್ಧಕ್ಕೆ ನಿಂತಿದ್ದು, ಬ್ಯಾಂಕ್ ಖಾತೆಗೆ ಹಣ ಇನ್ನೂ ಜಮೆಯಾಗಿಲ್ಲ ಎಂದು ಜ್ಯೋತಿನಗರದ ಯುವತಿ ಆರ್.ಮಂಜುಳಾ ಕಣ್ಣೀರಿಟ್ಟರು. ಅಧಿಕಾರಿಗಳಿಂದ ಮಾಹಿತಿ ಪಡೆದ ಜಿಲ್ಲಾಧಿಕಾರಿ, ಕಳೆದ 7 ತಿಂಗಳಿಂದ ಈ ಯೋಜನೆಯಡಿ ಸರ್ಕಾರದಿಂದ ಹಣ ಬಿಡುಗಡೆಯಾಗಿಲ್ಲ. ಈ ರೀತಿ ಅರ್ಜಿದಾರರಿಗೆ ವಂಚನೆ ಮಾಡುವುದು ವಂಚನೆ ಪ್ರಕರಣ ವ್ಯಾಪ್ತಿಗೆ ಬರುತ್ತದೆ. ಈ ರೀತಿ ಮೋಸ ಮಾಡಿದವರ ವಿರುದ್ಧ ಕ್ರಮಕ್ಕೆ ಸೂಚಿಸಲಾಗುವುದು ಎಂದು ತಿಳಿಸಿದರು. [421,585,853,669]
section-divider-3 [176,1759,1454,1761]
registration-marks-left [176,2166,269,2179]
narayana-logo: NH [380,1364,426,1388]
magenta-dot-icon [191,2171,200,2180]
dog-strip-1: ಬಂದು ಆಲ್ಲಿದ್ದ ಐವರು ಜನರ ಮೇಲೆ ದಾಳಿ ನಡೆಸಿ, ಗಾಯಗೊಳಿಸಿದೆ. ಜನರ ಕಿರುಚಾಟದಿಂದ ಬೆದರಿದ ಆ [367,2085,543,2134]
cyan-dot-icon [778,2171,787,2180]
yellow-dot-icon [1409,2171,1418,2180]
tumkur-headline: ತುಮಕೂರು ಸಿದ್ದಗಂಗಾ ಆಸ್ಪತ್ರೆಗೆ [1155,1422,1378,1448]
deception-headline: ಕಣ್ಣೆರಿಟ್ಟ ಯುವತಿ... ವಂಚನೆ ಪ್ರಕರಣ ವ್ಯಾಪ್ತಿಗೆ ಬರುತ್ತೆ... [419,551,780,573]
paper-name: ಮೈಸೂರು ಮಿತ್ರ [755,159,856,182]
parshva-title-rest: ನಾಟಕ ಪ್ರದರ್ಶನ [906,1013,1005,1035]
h1n1-column-5: ಎಕ್ಮೊ ಸಾಧನ ಅಳವಡಿಸಿದ್ದರಿಂದ ರೋಗಿಯ ಶ್ವಾಸಕೋಶ ವಿಶ್ರಾಂತಿ ಪಡೆದು ಚೇತರಿಸಿಕೊಂಡಿತು. 15 ದಿನಗಳಲ್ಲಿ ಆರೋಗ್ಯದಲ್ಲಿ ಸುಧಾರಣೆ ಕಂಡು ಬಂದಿತು. ಈ ಚಿಕಿತ್ಸಾ ವಿಧಾನ ಮೈಸೂರು ಭಾಗದಲ್ಲೇ ಮೊದಲನೆಯದಾಗಿದೆ. ಇಂತಹ ಹೆಚ್1ಎನ್1 ಸೋಂಕಿಗೆ ಒಳಗಾಗಿ ಗಂಭೀರ ಸ್ಥಿತಿಯಲ್ಲಿರುವ ರೋಗಿಗಳಿಗೆ ಈ ಸಾಧನ ವರದಾನವಾಗಿದೆ. ಹೆಚ್1ಎನ್1 ಸೋಂಕಿನ ಬಗ್ಗೆ ಸಾರ್ವಜನಿಕರು ಆತಂಕಪಡುವ ಅಗತ್ಯವಿಲ್ಲ. ಸೂಕ್ತ ಸಮಯದಲ್ಲಿ ಚಿಕಿತ್ಸೆ ಪಡೆದರೆ ಗುಣಮುಖರಾಗಬಹುದು ಎಂದು ಡಾ.ಎಂ.ಎನ್.ರವಿ ಹೇಳಿದರು. ಗೋಷ್ಠಿಯಲ್ಲಿ ಆಸ್ಪತ್ರೆ ಮುಖ್ಯಸ್ಥ ಶ್ರೀನಿವಾಸ್, ವೈದ್ಯರಾದ ಡಾ.ಶ್ರೀಹರಿ ಇದ್ದರು. [903,1322,1074,1582]
magenta-dot-icon [793,2171,802,2180]
h1n1-column-1: ಮೈಸೂರು,ಜ.4(ಎಂಟಿವೈ)- ಹೆಚ್1ಎನ್1 ಸೋಂಕಿನಿಂದ ತೀವ್ರವಾದ ಉಸಿರಾಟದ ಸಮಸ್ಯೆ ಎದುರಿಸುತ್ತಿದ್ದ ಮಹಿಳೆಯೊಬ್ಬರಿಗೆ ಇದೇ ಮೊದಲ ಬಾರಿಗೆ ಎಕ್ಮೊ (ಎಕ್ಸ್‌ಟ್ರಾಕಾರ್ಪೋರಿಯಲ್ ಮೆಂಬ್ರೇನ್ ಆಕ್ಸಿಜನೇಷನ್) ಸಾಧನದ ಚಿಕಿತ್ಸೆ ನೀಡುವ ಮೂಲಕ ಅವರಿಗೆ ಮರುಜೀವ ನೀಡಲಾಗಿದೆ ಎಂದು ಮೈಸೂರಿನ ನಾರಾಯಣ ಮಲ್ಟಿ ಸ್ಪೆಷಾಲಿಟಿ ಆಸ್ಪತ್ರೆಯ ಹಿರಿಯ ಹೃದಯ ತಜ್ಞ ಡಾ.ಎಂ.ಎನ್.ರವಿ ತಿಳಿಸಿದರು. ಮೈಸೂರಿನ ಖಾಸಗಿ ಹೋಟೆಲ್‌ನಲ್ಲಿ ಶುಕ್ರವಾರ ಸುದ್ದಿಗೋಷ್ಠಿಯಲ್ಲಿ ಮಾತನಾಡಿದ ಅವರು, ಮೈಸೂರಿನ ಮಹಿಳೆಯೊಬ್ಬರಿಗೆ ಹೆಚ್1ಎನ್1 ಸೋಂಕು ತಗುಲಿತ್ತು. ಇದರಿಂದ ಅವರಿಗೆ ಉಸಿರಾಟದ ತೊಂದರೆ ಉಲ್ಬಣವಾಗಿ ಸಾವು-ಬದುಕಿನ ನಡುವೆ ಹೋರಾಡುತ್ತಿದ್ದರು. [181,1322,356,1600]
cigarette-headline-2: ಮಹಿಳೆ ಸರ ಅಪಹರಣ [1166,1044,1367,1077]
budget-byline: -ಅಭಿರಾಮ್ ಜಿ.ಶಂಕರ್, ಮೈಸೂರು ಜಿಲ್ಲಾಧಿಕಾರಿಗಳು. [1255,772,1449,785]
black-dot-icon [822,2171,831,2180]
dog-bullet-2 [561,1875,1061,1902]
dog-column-right: ವಿವಿಧೆಡೆ ಕಚ್ಚಿದ್ದು ಮಾಂಸ ಕಿತ್ತು ಬಂದಿದೆ. ಮೂಡಲಹುಂಡಿ ಗ್ರಾಮದ ಮಹೇಶ್ ಗೌಡ(55), ಪುಟ್ಟೇಗೌಡ(50), ಮಕ್ಕಳಾದ ಸಂಪತ್‌ಕುಮಾರ್, ಪ್ರೀತಿ, ಕಿರಣ್ ಹಾಗೂ ಇನ್ನು ಮೂವರನ್ನು ಮಂದಿಗೆ ತೀವ್ರ ಗಾಯವಾಗಿದೆ. ವರಕೋಡು ಗ್ರಾಮದ ಪ್ರಕಾಶ್, ಬಸವರಾಜು ಸೇರಿದಂತೆ ಹಲವರಿಗೆ ಗಾಯವಾಗಿದೆ. ಗಾಯಾಳುಗಳನ್ನು ಕೆ.ಆರ್.ಆಸ್ಪತ್ರೆಗೆ ಚಿಕಿತ್ಸೆಗಾಗಿ ದಾಖಲಿಸಲಾಗಿದೆ. ಅಲ್ಲದೆ ಸಂಜೆ ಚುಚ್ಚು ಮದ್ದು ನೀಡಲಾಗಿದ್ದು ಎಲ್ಲರೂ ಚೇತರಿಸಿಕೊಳ್ಳುತ್ತಿದ್ದಾರೆ. ಹಾಗಾಗಿ ಇಂದು ಬೆಳಿಗ್ಗೆ ಎಲ್ಲಾ ಗ್ರಾಮಸ್ಥರು ನಾಯಿಯ ಮೃತದೇಹವನ್ನು ಸುಟ್ಟುಹಾಕಿ ನಿಟ್ಟುಸಿರು ಬಿಟ್ಟರು. ಗಾಯಾಳುಗಳು ಕೆ.ಆರ್.ಆಸ್ಪತ್ರೆಯಲ್ಲಿ ಚಿಕಿತ್ಸೆ ಪಡೆದಿದ್ದಾರೆ. ಮತ್ತೆ ಹುಚ್ಚು ನಾಯಿ ಬಾಧಿತವಾದರೆ ಆತಂಕದಲ್ಲಿ ಗ್ರಾಮಸ್ಥರಿದ್ದಾರೆ. [1263,1844,1446,2104]
issue-date: ಶನಿವಾರ 5 ಜನವರಿ 2019 [1277,161,1454,183]
